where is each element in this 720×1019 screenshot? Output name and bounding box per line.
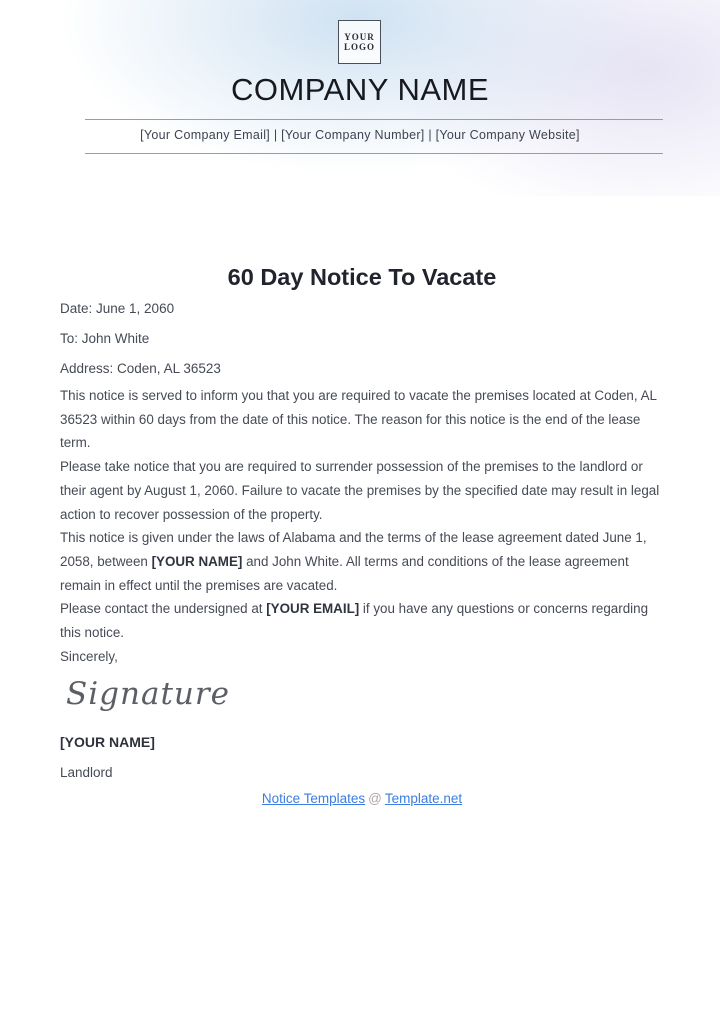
letterhead xyxy=(0,0,720,196)
date-line: Date: June 1, 2060 xyxy=(60,301,175,316)
letter-title: 60 Day Notice To Vacate xyxy=(227,264,497,290)
address-line: Address: Coden, AL 36523 xyxy=(60,361,221,376)
letter-content xyxy=(60,263,664,807)
letter-paragraphs xyxy=(60,384,664,645)
notice-templates-link[interactable]: Notice Templates xyxy=(261,791,366,807)
logo-text-line1: YOUR xyxy=(344,32,375,42)
signer-name: [YOUR NAME] xyxy=(60,734,155,751)
logo-text-line2: LOGO xyxy=(343,42,375,52)
closing-line: Sincerely, xyxy=(60,648,118,664)
template-net-link[interactable]: Template.net xyxy=(384,791,463,807)
header-divider-top xyxy=(85,119,663,120)
attribution-footer xyxy=(60,791,664,807)
recipient-line: To: John White xyxy=(60,331,150,346)
signature-script: Signature xyxy=(66,676,231,713)
letter-paragraph: This notice is given under the laws of Alabama and the terms of the lease agreement dated June 1, 2058, between [YOUR NAME] and John White. All terms and conditions of the lease agreement remain in effect until the premises are vacated. xyxy=(60,530,647,593)
company-contact-line: [Your Company Email] | [Your Company Number] | [Your Company Website] xyxy=(140,128,580,142)
signer-title: Landlord xyxy=(60,765,113,781)
letter-paragraph: This notice is served to inform you that you are required to vacate the premises located at Coden, AL 36523 within 60 days from the date of this notice. The reason for this notice is the end of the lease term. xyxy=(60,388,657,451)
company-name: COMPANY NAME xyxy=(230,72,490,107)
header-divider-bottom xyxy=(85,153,663,154)
footer-at-separator: @ xyxy=(368,791,382,807)
letter-paragraph: Please take notice that you are required to surrender possession of the premises to the landlord or their agent by August 1, 2060. Failure to vacate the premises by the specified date may result in legal action to recover possession of the property. xyxy=(60,459,660,522)
letter-paragraph: Please contact the undersigned at [YOUR EMAIL] if you have any questions or concerns regarding this notice. xyxy=(60,601,649,641)
company-logo-placeholder xyxy=(338,20,381,64)
